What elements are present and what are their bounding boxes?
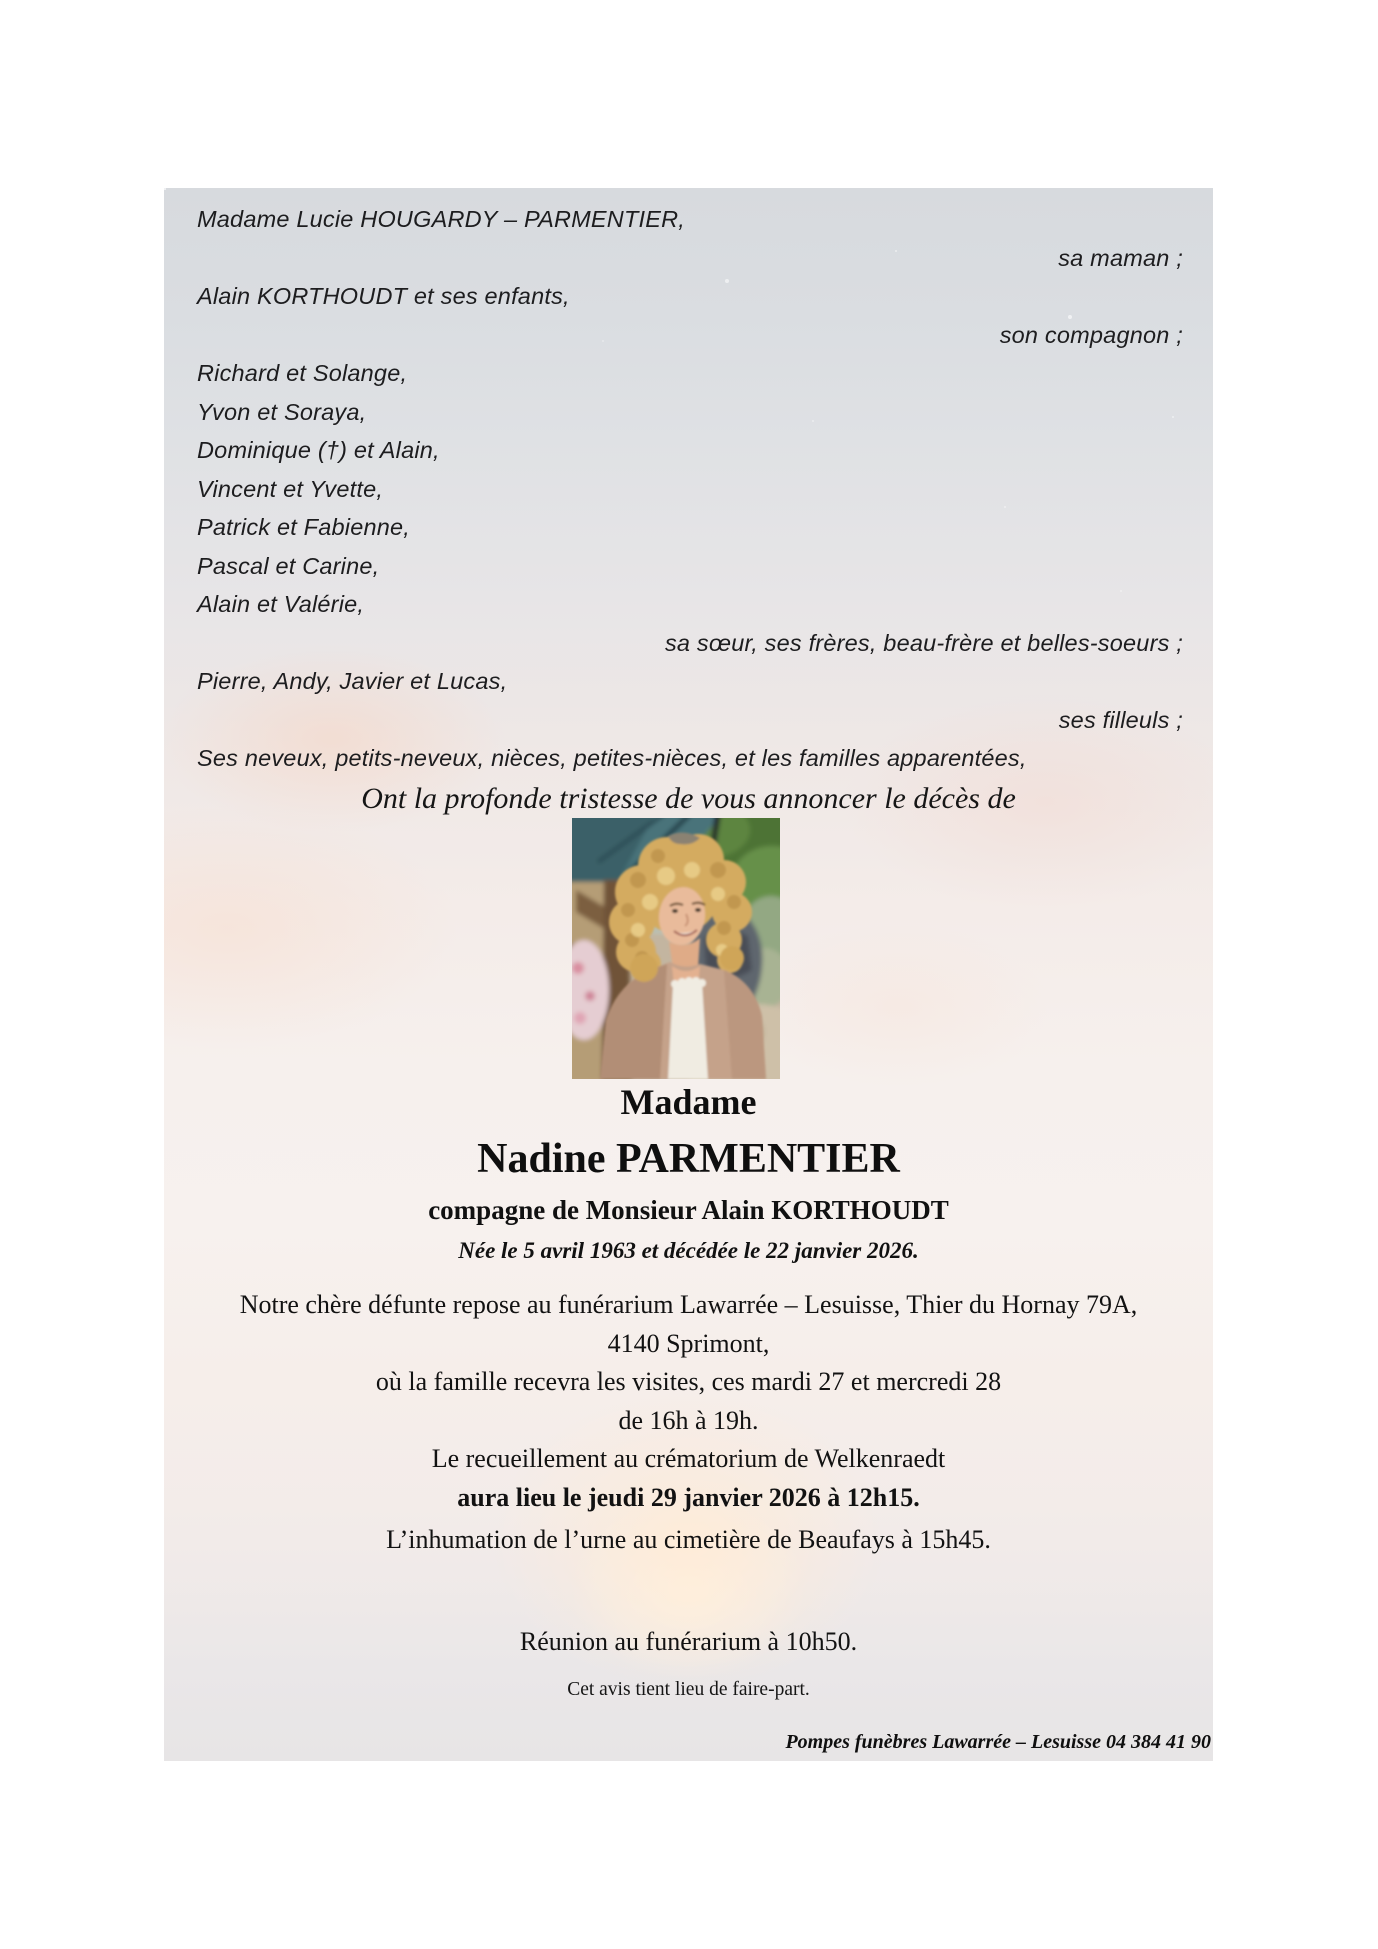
relative-relation-line: ses filleuls ; [1058, 706, 1183, 733]
relative-line: Pierre, Andy, Javier et Lucas, [197, 668, 508, 694]
detail-line-ceremony-date: aura lieu le jeudi 29 janvier 2026 à 12h15. [457, 1482, 920, 1512]
relative-line: Alain KORTHOUDT et ses enfants, [197, 283, 570, 309]
detail-line: de 16h à 19h. [618, 1405, 759, 1435]
detail-line: Notre chère défunte repose au funérarium Lawarrée – Lesuisse, Thier du Hornay 79A, [239, 1290, 1138, 1319]
relative-line: Dominique (†) et Alain, [197, 437, 440, 463]
relative-line: Alain et Valérie, [197, 591, 365, 617]
detail-line: 4140 Sprimont, [607, 1328, 770, 1358]
reunion-line: Réunion au funérarium à 10h50. [519, 1627, 858, 1656]
relative-relation-line: son compagnon ; [999, 321, 1183, 348]
relative-relation-line: sa sœur, ses frères, beau-frère et belles-soeurs ; [664, 629, 1183, 656]
relative-line: Richard et Solange, [197, 360, 408, 386]
relative-line: Vincent et Yvette, [197, 475, 384, 502]
deceased-name: Nadine PARMENTIER [477, 1136, 900, 1182]
relatives-list [197, 200, 1183, 778]
relative-line: Pascal et Carine, [197, 552, 380, 579]
relative-relation-line: sa maman ; [1058, 244, 1183, 271]
announcement-line: Ont la profonde tristesse de vous annoncer le décès de [361, 782, 1016, 815]
inhumation-line: L’inhumation de l’urne au cimetière de Beaufays à 15h45. [386, 1525, 991, 1554]
relative-line: Ses neveux, petits-neveux, nièces, petites-nièces, et les familles apparentées, [197, 745, 1027, 771]
notice-line: Cet avis tient lieu de faire-part. [567, 1679, 810, 1700]
deceased-relationship: compagne de Monsieur Alain KORTHOUDT [428, 1195, 949, 1225]
relative-line: Yvon et Soraya, [197, 398, 367, 425]
relative-line: Patrick et Fabienne, [197, 514, 410, 540]
portrait-photo [572, 818, 780, 1079]
star-field [164, 188, 166, 190]
memorial-card-background [164, 188, 1213, 1761]
relative-line: Madame Lucie HOUGARDY – PARMENTIER, [197, 206, 686, 232]
funeral-home-credit: Pompes funèbres Lawarrée – Lesuisse 04 384 41 90 [785, 1731, 1211, 1753]
deceased-title: Madame [620, 1082, 757, 1122]
detail-line: Le recueillement au crématorium de Welkenraedt [431, 1444, 946, 1473]
detail-line: où la famille recevra les visites, ces mardi 27 et mercredi 28 [375, 1367, 1002, 1396]
ceremony-details [174, 1286, 1203, 1517]
deceased-dates: Née le 5 avril 1963 et décédée le 22 janvier 2026. [458, 1238, 919, 1263]
